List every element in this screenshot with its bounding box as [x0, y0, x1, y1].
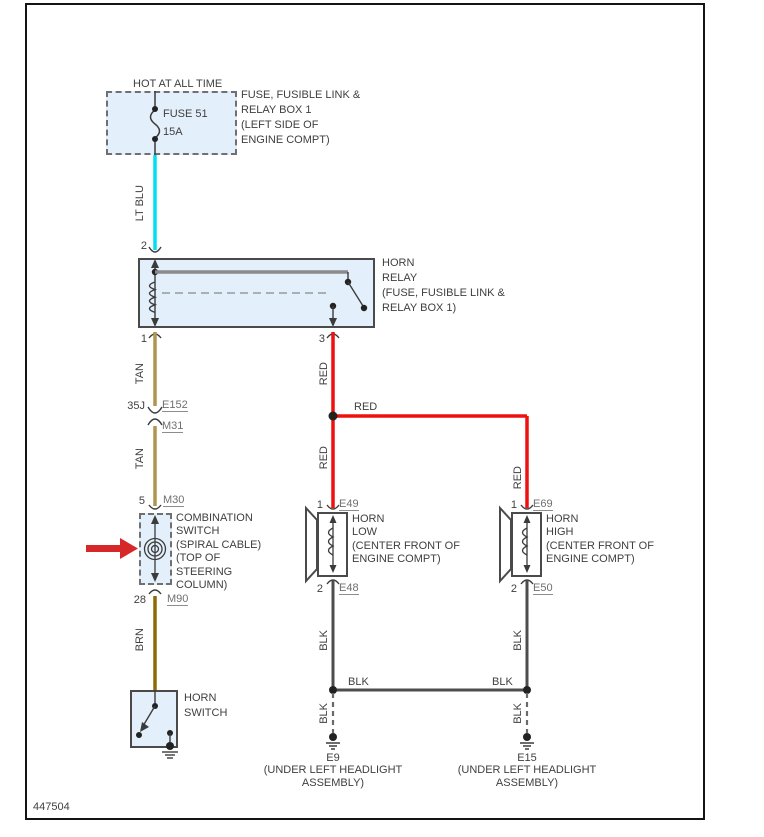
wire-label-blk-low-upper: BLK: [318, 630, 330, 651]
ground-id-e9: E9: [326, 752, 340, 764]
combo-pin-28: 28: [133, 594, 146, 606]
wire-label-red-1: RED: [318, 362, 330, 386]
connector-id-e49: E49: [339, 498, 359, 510]
wire-label-blk-high-upper: BLK: [512, 630, 524, 651]
wire-label-red-h: RED: [354, 401, 378, 413]
wire-label-tan-upper: TAN: [134, 363, 146, 385]
relay-label: HORN RELAY (FUSE, FUSIBLE LINK & RELAY BOX 1): [382, 257, 505, 314]
horn-high-pin-2: 2: [510, 583, 517, 595]
combo-switch-label: COMBINATION SWITCH (SPIRAL CABLE) (TOP OF STEERING COLUMN): [176, 512, 262, 592]
combination-switch-box: [139, 513, 172, 585]
relay-pin-3: 3: [318, 333, 325, 345]
wire-label-brn: BRN: [134, 628, 146, 652]
relay-pin-2: 2: [140, 240, 147, 252]
wire-label-blk-h-right: BLK: [492, 676, 513, 688]
fuse-box: [106, 91, 237, 155]
horn-high-label: HORN HIGH (CENTER FRONT OF ENGINE COMPT): [546, 513, 654, 566]
connector-id-e48: E48: [339, 582, 359, 594]
connector-id-e152: E152: [162, 399, 188, 411]
ground-id-e15: E15: [517, 752, 537, 764]
wire-label-blk-high-lower: BLK: [512, 703, 524, 724]
connector-id-e69: E69: [533, 498, 553, 510]
relay-pin-1: 1: [140, 333, 147, 345]
wire-label-red-3: RED: [512, 466, 524, 490]
horn-low-label: HORN LOW (CENTER FRONT OF ENGINE COMPT): [352, 513, 460, 566]
wire-label-red-2: RED: [318, 446, 330, 470]
connector-id-m90: M90: [167, 593, 189, 605]
fuse-box-label: FUSE, FUSIBLE LINK & RELAY BOX 1 (LEFT SIDE OF ENGINE COMPT): [241, 89, 361, 146]
horn-switch-box: [130, 690, 178, 748]
ground-e15-label: (UNDER LEFT HEADLIGHT ASSEMBLY): [457, 764, 597, 789]
wire-label-blk-low-lower: BLK: [318, 703, 330, 724]
wire-label-blk-h-left: BLK: [348, 676, 369, 688]
horn-high-pin-1: 1: [510, 499, 517, 511]
power-header: HOT AT ALL TIME: [133, 78, 223, 90]
figure-number: 447504: [33, 801, 70, 813]
wire-label-tan-lower: TAN: [134, 448, 146, 470]
fuse-rating: 15A: [163, 126, 183, 138]
fuse-name: FUSE 51: [163, 108, 208, 120]
horn-high-body: [511, 512, 542, 577]
horn-low-body: [317, 512, 348, 577]
horn-low-pin-1: 1: [316, 499, 323, 511]
combo-pin-5: 5: [138, 495, 145, 507]
wire-label-lt-blu: LT BLU: [134, 185, 146, 222]
horn-relay-box: [138, 258, 375, 328]
horn-switch-label: HORN SWITCH: [184, 692, 228, 719]
ground-e9-label: (UNDER LEFT HEADLIGHT ASSEMBLY): [263, 764, 403, 789]
connector-id-e50: E50: [533, 582, 553, 594]
connector-id-m31: M31: [162, 420, 184, 432]
horn-low-pin-2: 2: [316, 583, 323, 595]
splice-pin-35j: 35J: [127, 400, 145, 412]
connector-id-m30: M30: [163, 494, 185, 506]
